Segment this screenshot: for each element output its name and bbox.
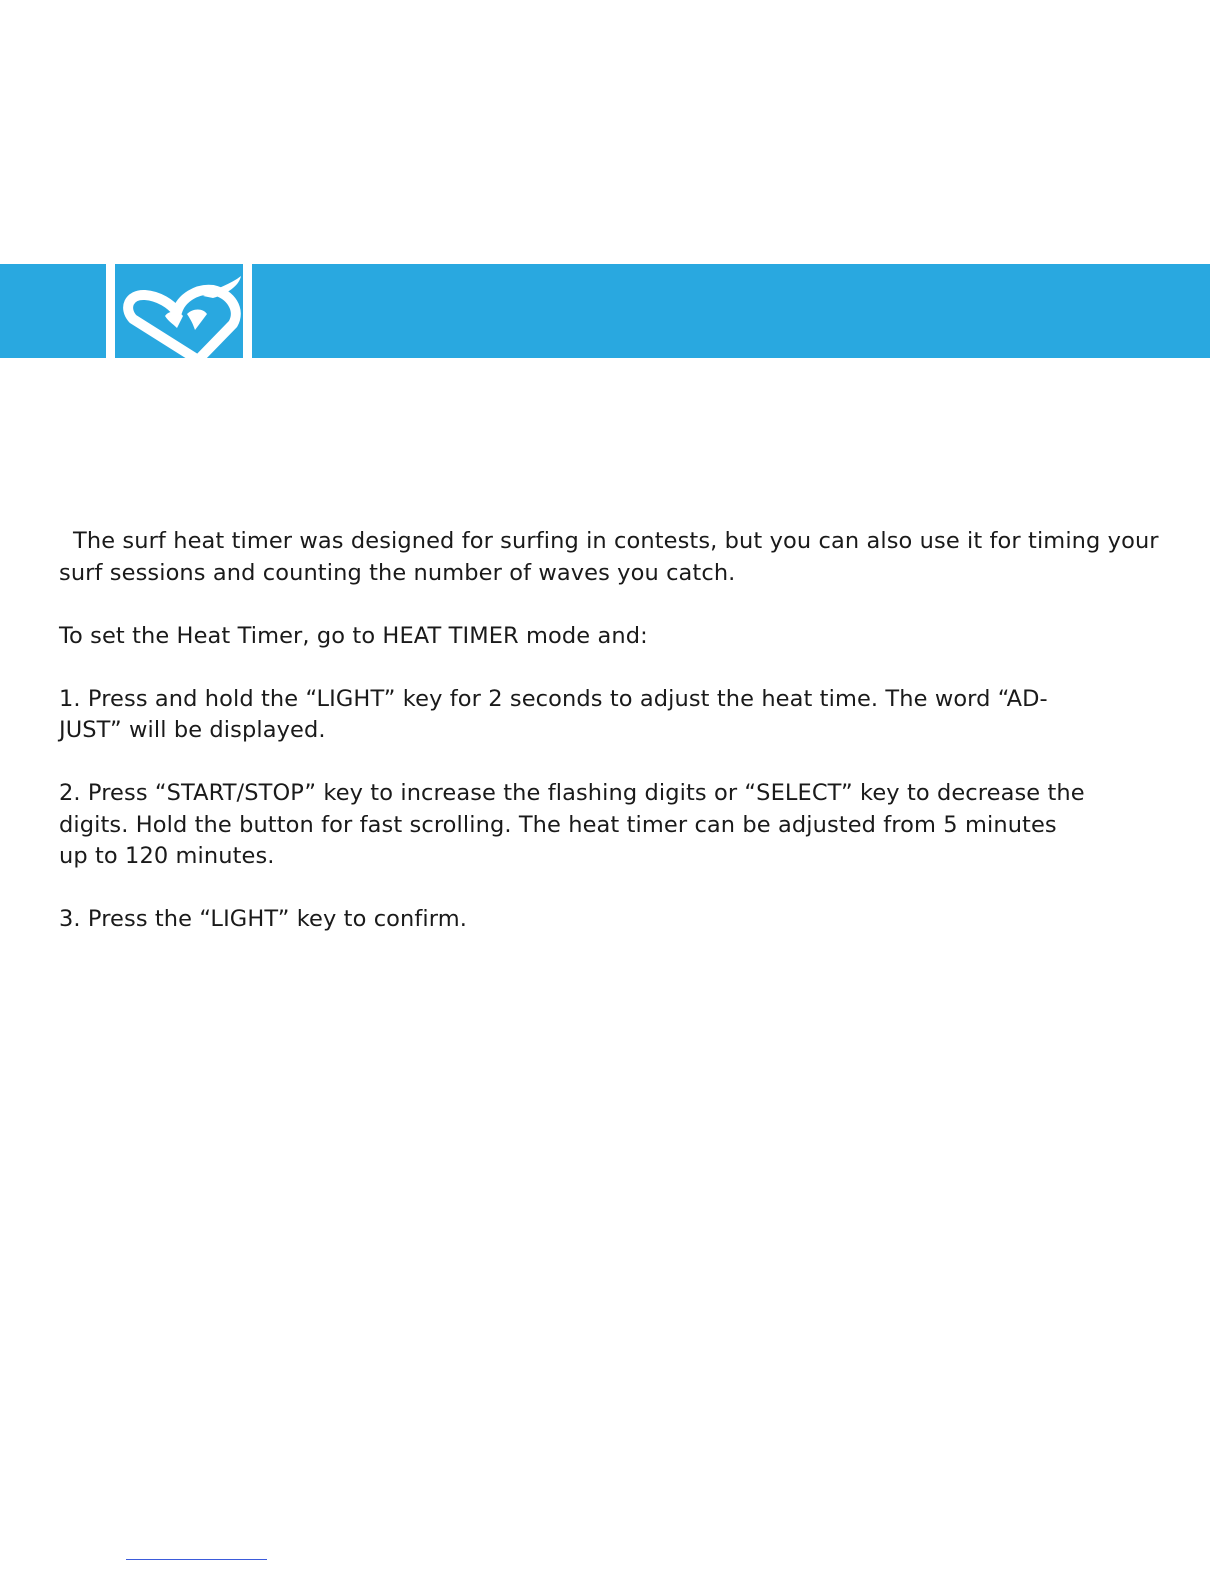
step-3: 3. Press the “LIGHT” key to confirm. [59, 906, 467, 932]
step-2 [59, 778, 1184, 873]
heart-outline [128, 290, 236, 358]
step-1-line-1: 1. Press and hold the “LIGHT” key for 2 seconds to adjust the heat time. The word “AD- [59, 685, 1048, 712]
step-1-line-2: JUST” will be displayed. [59, 717, 326, 743]
heart-logo-icon [115, 264, 243, 358]
intro-paragraph: The surf heat timer was designed for surfing in contests, but you can also use it for timing your surf sessions and counting the number of waves you catch. [59, 528, 1159, 586]
footer-rule [126, 1559, 267, 1560]
lead-paragraph: To set the Heat Timer, go to HEAT TIMER mode and: [59, 622, 648, 649]
header-band-left [0, 264, 106, 358]
document-body [59, 526, 1184, 967]
logo-box [115, 264, 243, 358]
step-2-line-2: digits. Hold the button for fast scrolling. The heat timer can be adjusted from 5 minutes [59, 811, 1057, 838]
step-1 [59, 684, 1184, 747]
inner-right [187, 310, 207, 331]
inner-left [165, 312, 183, 329]
header-band-right [252, 264, 1210, 358]
step-2-line-1: 2. Press “START/STOP” key to increase the flashing digits or “SELECT” key to decrease the [59, 780, 1085, 806]
step-2-line-3: up to 120 minutes. [59, 843, 275, 869]
